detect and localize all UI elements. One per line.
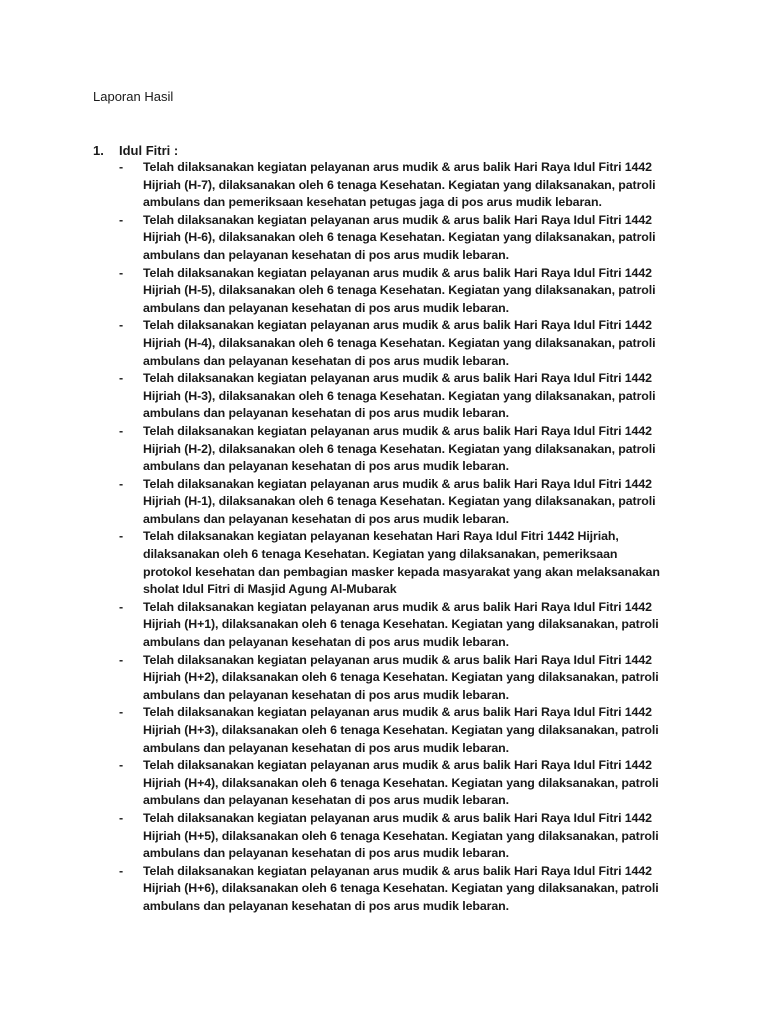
list-item-text: Telah dilaksanakan kegiatan pelayanan kesehatan Hari Raya Idul Fitri 1442 Hijriah, dilaksanakan oleh 6 tenaga Kesehatan. Kegiatan yang dilaksanakan, pemeriksaan protokol kesehatan dan pembagian masker kepada masyarakat yang akan melaksanakan sholat Idul Fitri di Masjid Agung Al-Mubarak bbox=[143, 529, 660, 597]
list-item-text: Telah dilaksanakan kegiatan pelayanan arus mudik & arus balik Hari Raya Idul Fitri 1442 Hijriah (H+1), dilaksanakan oleh 6 tenaga Kesehatan. Kegiatan yang dilaksanakan, patroli ambulans dan pelayanan kesehatan di pos arus mudik lebaran. bbox=[143, 599, 659, 650]
list-item bbox=[93, 476, 663, 529]
list-item-text: Telah dilaksanakan kegiatan pelayanan arus mudik & arus balik Hari Raya Idul Fitri 1442 Hijriah (H+4), dilaksanakan oleh 6 tenaga Kesehatan. Kegiatan yang dilaksanakan, patroli ambulans dan pelayanan kesehatan di pos arus mudik lebaran. bbox=[143, 758, 659, 808]
list-item-text: Telah dilaksanakan kegiatan pelayanan arus mudik & arus balik Hari Raya Idul Fitri 1442 Hijriah (H-2), dilaksanakan oleh 6 tenaga Kesehatan. Kegiatan yang dilaksanakan, patroli ambulans dan pelayanan kesehatan di pos arus mudik lebaran. bbox=[143, 423, 656, 474]
list-item-text: Telah dilaksanakan kegiatan pelayanan arus mudik & arus balik Hari Raya Idul Fitri 1442 Hijriah (H-7), dilaksanakan oleh 6 tenaga Kesehatan. Kegiatan yang dilaksanakan, patroli ambulans dan pemeriksaan kesehatan petugas jaga di pos arus mudik lebaran. bbox=[143, 160, 656, 210]
list-item-text: Telah dilaksanakan kegiatan pelayanan arus mudik & arus balik Hari Raya Idul Fitri 1442 Hijriah (H+3), dilaksanakan oleh 6 tenaga Kesehatan. Kegiatan yang dilaksanakan, patroli ambulans dan pelayanan kesehatan di pos arus mudik lebaran. bbox=[143, 705, 659, 755]
section-heading-text: Idul Fitri : bbox=[119, 143, 179, 158]
bullet-dash: - bbox=[119, 212, 124, 227]
list-item bbox=[93, 599, 663, 652]
bullet-dash: - bbox=[119, 371, 124, 386]
bullet-dash: - bbox=[119, 863, 124, 878]
list-item bbox=[93, 317, 663, 370]
list-item-text: Telah dilaksanakan kegiatan pelayanan arus mudik & arus balik Hari Raya Idul Fitri 1442 Hijriah (H-6), dilaksanakan oleh 6 tenaga Kesehatan. Kegiatan yang dilaksanakan, patroli ambulans dan pelayanan kesehatan di pos arus mudik lebaran. bbox=[143, 212, 656, 262]
bullet-dash: - bbox=[119, 423, 124, 438]
section-idul-fitri bbox=[93, 142, 693, 916]
list-item bbox=[93, 265, 663, 318]
list-item bbox=[93, 423, 663, 476]
list-item bbox=[93, 212, 663, 265]
list-item-text: Telah dilaksanakan kegiatan pelayanan arus mudik & arus balik Hari Raya Idul Fitri 1442 Hijriah (H-1), dilaksanakan oleh 6 tenaga Kesehatan. Kegiatan yang dilaksanakan, patroli ambulans dan pelayanan kesehatan di pos arus mudik lebaran. bbox=[143, 476, 656, 526]
report-item-list bbox=[93, 159, 693, 916]
bullet-dash: - bbox=[119, 318, 124, 333]
section-heading bbox=[93, 142, 693, 159]
section-number: 1. bbox=[93, 143, 104, 158]
list-item-text: Telah dilaksanakan kegiatan pelayanan arus mudik & arus balik Hari Raya Idul Fitri 1442 Hijriah (H+5), dilaksanakan oleh 6 tenaga Kesehatan. Kegiatan yang dilaksanakan, patroli ambulans dan pelayanan kesehatan di pos arus mudik lebaran. bbox=[143, 810, 659, 861]
list-item bbox=[93, 652, 663, 705]
list-item bbox=[93, 704, 663, 757]
bullet-dash: - bbox=[119, 599, 124, 614]
list-item-text: Telah dilaksanakan kegiatan pelayanan arus mudik & arus balik Hari Raya Idul Fitri 1442 Hijriah (H+6), dilaksanakan oleh 6 tenaga Kesehatan. Kegiatan yang dilaksanakan, patroli ambulans dan pelayanan kesehatan di pos arus mudik lebaran. bbox=[143, 863, 659, 913]
list-item bbox=[93, 370, 663, 423]
bullet-dash: - bbox=[119, 652, 124, 667]
bullet-dash: - bbox=[119, 160, 124, 174]
list-item-text: Telah dilaksanakan kegiatan pelayanan arus mudik & arus balik Hari Raya Idul Fitri 1442 Hijriah (H-3), dilaksanakan oleh 6 tenaga Kesehatan. Kegiatan yang dilaksanakan, patroli ambulans dan pelayanan kesehatan di pos arus mudik lebaran. bbox=[143, 371, 656, 421]
bullet-dash: - bbox=[119, 529, 124, 544]
list-item bbox=[93, 810, 663, 863]
bullet-dash: - bbox=[119, 810, 124, 825]
document-title: Laporan Hasil bbox=[93, 89, 174, 104]
list-item-text: Telah dilaksanakan kegiatan pelayanan arus mudik & arus balik Hari Raya Idul Fitri 1442 Hijriah (H+2), dilaksanakan oleh 6 tenaga Kesehatan. Kegiatan yang dilaksanakan, patroli ambulans dan pelayanan kesehatan di pos arus mudik lebaran. bbox=[143, 652, 659, 702]
bullet-dash: - bbox=[119, 476, 124, 491]
list-item bbox=[93, 528, 663, 598]
list-item bbox=[93, 863, 663, 916]
list-item bbox=[93, 757, 663, 810]
list-item-text: Telah dilaksanakan kegiatan pelayanan arus mudik & arus balik Hari Raya Idul Fitri 1442 Hijriah (H-5), dilaksanakan oleh 6 tenaga Kesehatan. Kegiatan yang dilaksanakan, patroli ambulans dan pelayanan kesehatan di pos arus mudik lebaran. bbox=[143, 265, 656, 315]
list-item bbox=[93, 159, 663, 212]
bullet-dash: - bbox=[119, 758, 124, 773]
bullet-dash: - bbox=[119, 265, 124, 280]
bullet-dash: - bbox=[119, 705, 124, 720]
list-item-text: Telah dilaksanakan kegiatan pelayanan arus mudik & arus balik Hari Raya Idul Fitri 1442 Hijriah (H-4), dilaksanakan oleh 6 tenaga Kesehatan. Kegiatan yang dilaksanakan, patroli ambulans dan pelayanan kesehatan di pos arus mudik lebaran. bbox=[143, 318, 656, 368]
